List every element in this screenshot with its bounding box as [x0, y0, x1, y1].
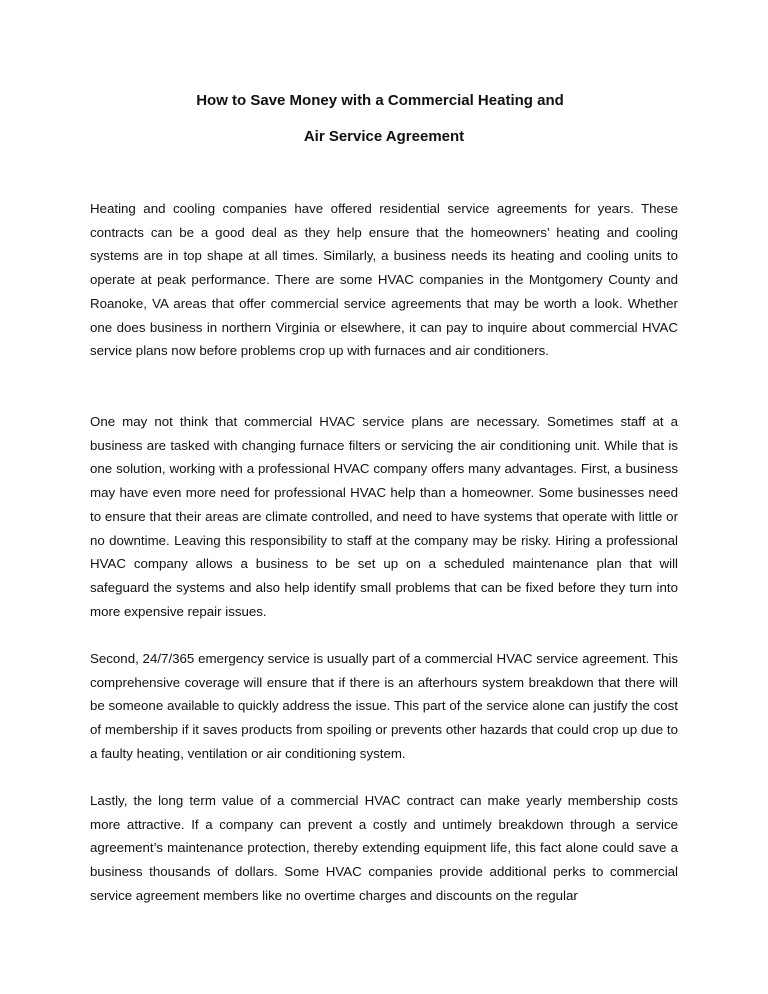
paragraph-3: Second, 24/7/365 emergency service is usually part of a commercial HVAC service agreement. This comprehensive coverage will ensure that if there is an afterhours system breakdown that there will be someone available to quickly address the issue. This part of the service alone can justify the cost of membership if it saves products from spoiling or prevents other hazards that could crop up due to a faulty heating, ventilation or air conditioning system. [90, 651, 678, 761]
paragraph-1: Heating and cooling companies have offered residential service agreements for years. These contracts can be a good deal as they help ensure that the homeowners’ heating and cooling systems are in top shape at all times. Similarly, a business needs its heating and cooling units to operate at peak performance. There are some HVAC companies in the Montgomery County and Roanoke, VA areas that offer commercial service agreements that may be worth a look. Whether one does business in northern Virginia or elsewhere, it can pay to inquire about commercial HVAC service plans now before problems crop up with furnaces and air conditioners. [90, 201, 678, 359]
paragraph-4: Lastly, the long term value of a commercial HVAC contract can make yearly membership costs more attractive. If a company can prevent a costly and untimely breakdown through a service agreement’s maintenance protection, thereby extending equipment life, this fact alone could save a business thousands of dollars. Some HVAC companies provide additional perks to commercial service agreement members like no overtime charges and discounts on the regular [90, 793, 678, 903]
paragraph-2: One may not think that commercial HVAC service plans are necessary. Sometimes staff at a business are tasked with changing furnace filters or servicing the air conditioning unit. While that is one solution, working with a professional HVAC company offers many advantages. First, a business may have even more need for professional HVAC help than a homeowner. Some businesses need to ensure that their areas are climate controlled, and need to have systems that operate with little or no downtime. Leaving this responsibility to staff at the company may be risky. Hiring a professional HVAC company allows a business to be set up on a scheduled maintenance plan that will safeguard the systems and also help identify small problems that can be fixed before they turn into more expensive repair issues. [90, 414, 678, 619]
document-title-line-1: How to Save Money with a Commercial Heating and [196, 92, 564, 109]
document-title-line-2: Air Service Agreement [303, 128, 465, 145]
